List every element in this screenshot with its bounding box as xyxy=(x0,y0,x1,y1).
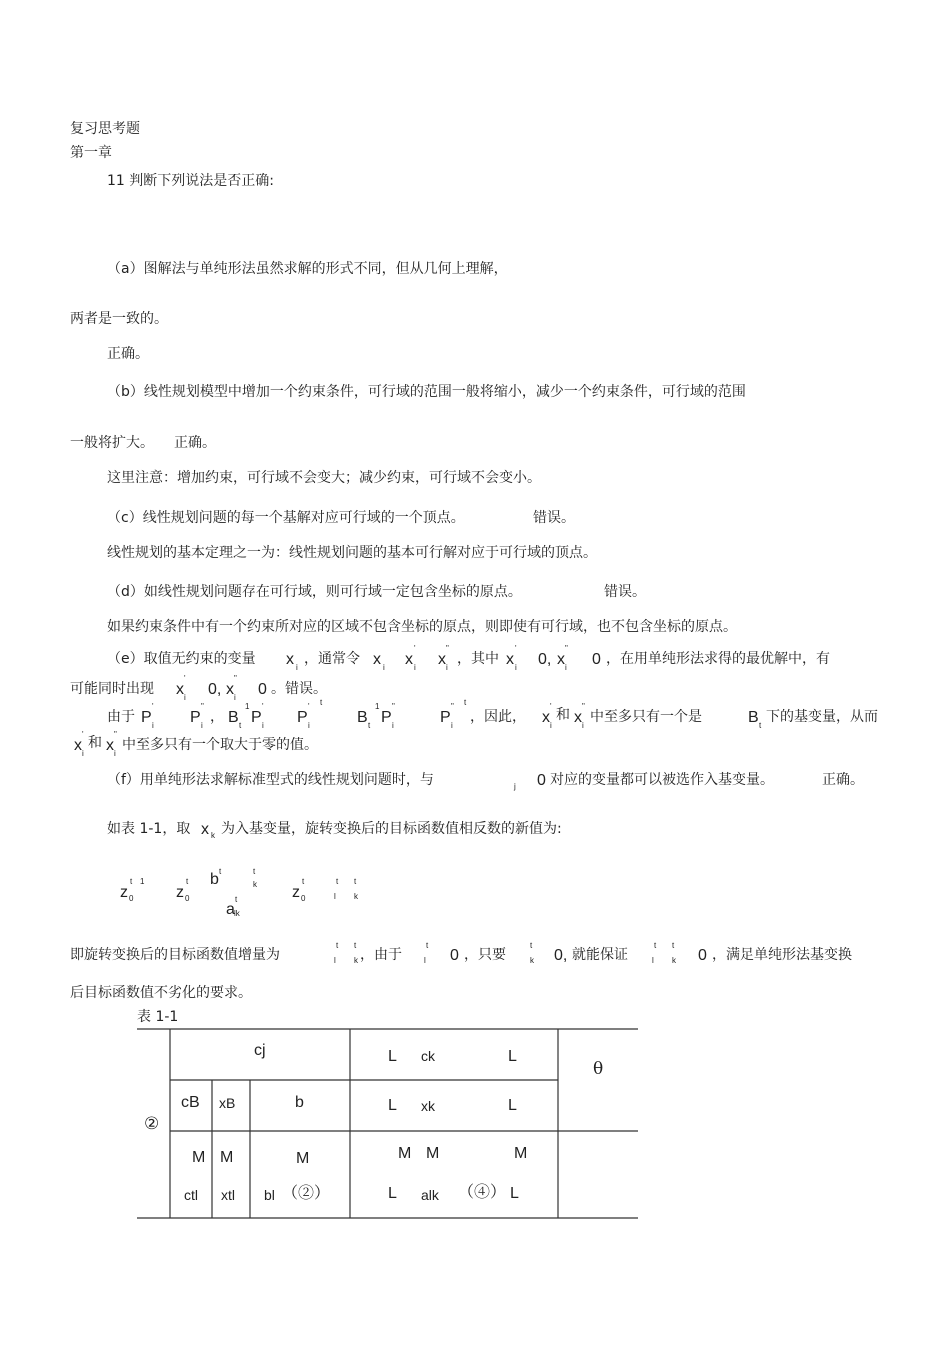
math-P: P xyxy=(141,709,152,726)
item-b-line1: （b）线性规划模型中增加一个约束条件，可行域的范围一般将缩小，减少一个约束条件，可行域的范围 xyxy=(107,384,746,400)
item-c-line1: （c）线性规划问题的每一个基解对应可行域的一个顶点。 xyxy=(107,510,465,526)
math-x: x xyxy=(542,709,550,726)
math-sup: ' xyxy=(184,674,186,683)
item-a-verdict: 正确。 xyxy=(107,346,149,362)
math-sub: t xyxy=(368,721,371,730)
cell-M: M xyxy=(192,1149,206,1166)
item-f-after1: 即旋转变换后的目标函数值增量为 xyxy=(70,947,280,963)
math-sub: i xyxy=(308,721,310,730)
cell-L: L xyxy=(508,1097,517,1114)
cell-theta: θ xyxy=(593,1059,604,1079)
item-e-note4: 下的基变量，从而 xyxy=(766,709,878,725)
item-e-text2: ，通常令 xyxy=(304,651,360,667)
math-sub: 0 xyxy=(185,894,190,903)
math-sup: t xyxy=(354,877,357,886)
math-zero: 0, xyxy=(208,681,222,698)
math-sup: t xyxy=(672,941,675,950)
math-zero: 0, xyxy=(538,651,552,668)
math-xi: x xyxy=(286,651,294,668)
math-sub: l xyxy=(334,956,336,965)
math-B: B xyxy=(357,709,368,726)
math-sub: i xyxy=(451,721,453,730)
math-sup: ' xyxy=(414,644,416,653)
math-sup: t xyxy=(320,698,323,707)
cell-ctl: ctl xyxy=(184,1187,198,1203)
math-x: x xyxy=(176,681,184,698)
math-sub: i xyxy=(414,663,416,672)
item-f-verdict: 正确。 xyxy=(822,772,864,788)
cell-M: M xyxy=(426,1145,440,1162)
formula-z: z xyxy=(120,884,128,901)
cell-bl: bl xyxy=(264,1187,275,1203)
math-sub: i xyxy=(392,721,394,730)
math-P: P xyxy=(440,709,451,726)
math-sub: 0 xyxy=(301,894,306,903)
math-sub: k xyxy=(672,956,676,965)
math-sup: t xyxy=(354,941,357,950)
cell-L: L xyxy=(388,1048,397,1065)
math-sub: i xyxy=(515,663,517,672)
math-sub: i xyxy=(184,693,186,702)
math-sub: i xyxy=(565,663,567,672)
math-sup: t xyxy=(302,877,305,886)
math-P: P xyxy=(381,709,392,726)
item-e-note5: 中至多只有一个取大于零的值。 xyxy=(122,737,318,753)
math-sub: l xyxy=(424,956,426,965)
item-e-note2: ，因此， xyxy=(470,709,526,725)
math-sup: " xyxy=(582,702,585,711)
formula-z: z xyxy=(292,884,300,901)
math-sup: t xyxy=(130,877,133,886)
math-x: x xyxy=(74,737,82,754)
math-sub: i xyxy=(296,663,298,672)
item-d-line1: （d）如线性规划问题存在可行域，则可行域一定包含坐标的原点。 xyxy=(107,584,522,600)
cell-M: M xyxy=(398,1145,412,1162)
math-sub: lk xyxy=(234,909,240,918)
item-b-line2: 一般将扩大。 xyxy=(70,435,154,451)
math-sup: 1 xyxy=(140,877,145,886)
table-caption: 表 1-1 xyxy=(137,1009,179,1025)
math-sup: " xyxy=(446,644,449,653)
math-x: x xyxy=(405,651,413,668)
math-sup: " xyxy=(114,730,117,739)
math-sup: ' xyxy=(515,644,517,653)
math-sup: ' xyxy=(152,702,154,711)
math-sub: i xyxy=(114,749,116,758)
formula-z: z xyxy=(176,884,184,901)
math-zero: 0 xyxy=(537,772,546,789)
row-marker: ② xyxy=(144,1114,160,1134)
math-x: x xyxy=(438,651,446,668)
math-sub: i xyxy=(234,693,236,702)
math-sub: i xyxy=(82,749,84,758)
math-sub: k xyxy=(253,880,257,889)
math-P: P xyxy=(190,709,201,726)
math-x: x xyxy=(201,821,209,838)
cell-alk: alk xyxy=(421,1187,439,1203)
cell-ck: ck xyxy=(421,1048,435,1064)
math-sup: ' xyxy=(308,702,310,711)
math-sub: l xyxy=(334,892,336,901)
math-sub: i xyxy=(262,721,264,730)
cell-marker-4: （④） xyxy=(458,1182,507,1201)
item-e-text5: 可能同时出现 xyxy=(70,681,154,697)
question-11: 11 判断下列说法是否正确: xyxy=(107,173,274,189)
math-sup: t xyxy=(336,941,339,950)
cell-xB: xB xyxy=(219,1095,236,1111)
item-e-note3: 中至多只有一个是 xyxy=(590,709,702,725)
item-f-line1: （f）用单纯形法求解标准型式的线性规划问题时，与 xyxy=(107,772,434,788)
math-sup: " xyxy=(451,702,454,711)
math-sub: l xyxy=(652,956,654,965)
item-e-note1: 由于 xyxy=(107,709,135,725)
math-x: x xyxy=(106,737,114,754)
math-sup: t xyxy=(253,867,256,876)
cell-M: M xyxy=(220,1149,234,1166)
math-sub: j xyxy=(514,782,516,791)
item-c-verdict: 错误。 xyxy=(533,510,575,526)
math-P: P xyxy=(251,709,262,726)
formula-a: a xyxy=(226,901,235,918)
cell-xk: xk xyxy=(421,1098,435,1114)
math-zero: 0 xyxy=(698,947,707,964)
item-a-line1: （a）图解法与单纯形法虽然求解的形式不同，但从几何上理解， xyxy=(107,261,508,277)
item-a-line2: 两者是一致的。 xyxy=(70,311,168,327)
math-sub: k xyxy=(211,831,215,840)
item-f-after5: ，满足单纯形法基变换 xyxy=(712,947,852,963)
item-f-text2: 对应的变量都可以被选作入基变量。 xyxy=(550,772,774,788)
math-sub: 0 xyxy=(129,894,134,903)
math-sup: t xyxy=(336,877,339,886)
cell-marker-2: （②） xyxy=(282,1183,331,1202)
math-sub: t xyxy=(759,721,762,730)
math-sub: k xyxy=(530,956,534,965)
math-sub: t xyxy=(239,721,242,730)
math-sup: ' xyxy=(550,702,552,711)
math-sup: " xyxy=(565,644,568,653)
item-f-after2: ，由于 xyxy=(360,947,402,963)
math-sub: i xyxy=(550,721,552,730)
item-f-note1: 如表 1-1，取 xyxy=(107,821,191,837)
math-sup: t xyxy=(464,698,467,707)
math-P: P xyxy=(297,709,308,726)
item-f-note2: 为入基变量，旋转变换后的目标函数值相反数的新值为: xyxy=(221,821,562,837)
math-zero: 0 xyxy=(450,947,459,964)
math-sub: i xyxy=(383,663,385,672)
math-sub: i xyxy=(582,721,584,730)
cell-M: M xyxy=(296,1150,310,1167)
cell-cj: cj xyxy=(254,1042,266,1059)
math-zero: 0, xyxy=(554,947,568,964)
math-comma: ， xyxy=(210,709,224,725)
word-and: 和 xyxy=(556,707,570,723)
math-sup: t xyxy=(530,941,533,950)
cell-L: L xyxy=(510,1185,519,1202)
item-d-note: 如果约束条件中有一个约束所对应的区域不包含坐标的原点，则即使有可行域，也不包含坐标的原点。 xyxy=(107,619,737,635)
math-x: x xyxy=(373,651,381,668)
item-c-note: 线性规划的基本定理之一为：线性规划问题的基本可行解对应于可行域的顶点。 xyxy=(107,545,597,561)
item-e-text6: 。错误。 xyxy=(271,681,327,697)
formula-b: b xyxy=(210,871,219,888)
math-sup: t xyxy=(235,895,238,904)
item-d-verdict: 错误。 xyxy=(604,584,646,600)
item-f-after3: ，只要 xyxy=(464,947,506,963)
math-sup: t xyxy=(186,877,189,886)
math-x: x xyxy=(226,681,234,698)
math-sup: t xyxy=(219,867,222,876)
item-b-verdict: 正确。 xyxy=(174,435,216,451)
math-sub: k xyxy=(354,892,358,901)
math-sup: " xyxy=(392,702,395,711)
math-sub: i xyxy=(201,721,203,730)
math-B: B xyxy=(748,709,759,726)
math-sub: i xyxy=(446,663,448,672)
item-b-note: 这里注意：增加约束，可行域不会变大；减少约束，可行域不会变小。 xyxy=(107,470,541,486)
cell-L: L xyxy=(388,1097,397,1114)
math-sup: t xyxy=(426,941,429,950)
cell-M: M xyxy=(514,1145,528,1162)
math-zero: 0 xyxy=(592,651,601,668)
math-B: B xyxy=(228,709,239,726)
math-sup: 1 xyxy=(245,702,250,711)
cell-L: L xyxy=(508,1048,517,1065)
math-sup: " xyxy=(234,674,237,683)
cell-L: L xyxy=(388,1185,397,1202)
math-x: x xyxy=(574,709,582,726)
math-sup: 1 xyxy=(375,702,380,711)
item-f-after4: 就能保证 xyxy=(572,947,628,963)
math-zero: 0 xyxy=(258,681,267,698)
word-and: 和 xyxy=(88,735,102,751)
cell-cB: cB xyxy=(181,1094,200,1111)
math-x: x xyxy=(557,651,565,668)
chapter-heading: 第一章 xyxy=(70,145,112,161)
cell-b: b xyxy=(295,1094,304,1111)
math-sup: ' xyxy=(262,702,264,711)
item-e-text4: ，在用单纯形法求得的最优解中，有 xyxy=(606,651,830,667)
item-e-text3: ，其中 xyxy=(457,651,499,667)
math-sup: t xyxy=(654,941,657,950)
math-sup: " xyxy=(201,702,204,711)
math-sub: i xyxy=(152,721,154,730)
item-e-text1: （e）取值无约束的变量 xyxy=(107,651,256,667)
math-sub: k xyxy=(354,956,358,965)
math-sup: ' xyxy=(82,730,84,739)
cell-xtl: xtl xyxy=(221,1187,235,1203)
item-f-after-line2: 后目标函数值不劣化的要求。 xyxy=(70,985,252,1001)
math-x: x xyxy=(506,651,514,668)
page-title: 复习思考题 xyxy=(70,121,140,137)
